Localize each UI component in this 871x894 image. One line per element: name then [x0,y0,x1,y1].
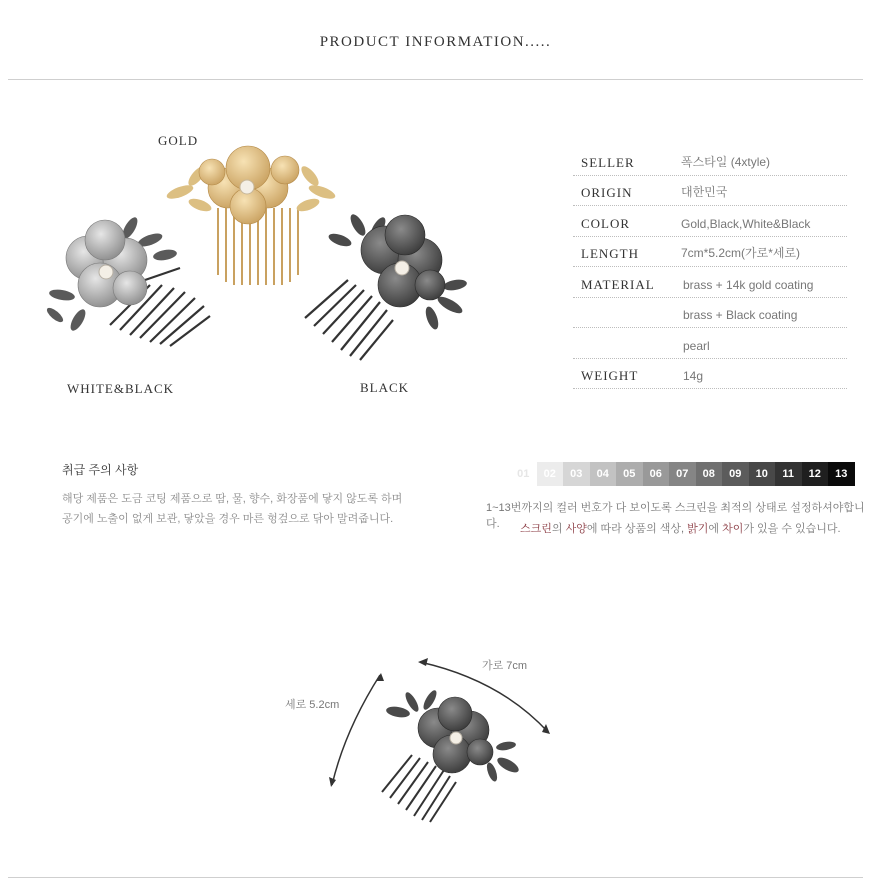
spec-row [573,176,847,207]
spec-table [573,145,847,389]
color-swatch: 02 [537,462,564,486]
note-text: 가 있을 수 있습니다. [743,523,841,535]
note-highlight: 차이 [722,523,744,535]
spec-row [573,359,847,390]
care-text [62,489,402,529]
spec-key: MATERIAL [581,276,655,292]
spec-row [573,298,847,329]
spec-key: COLOR [581,215,631,231]
color-swatch: 01 [510,462,537,486]
care-line: 공기에 노출이 없게 보관, 닿았을 경우 마른 헝겊으로 닦아 말려줍니다. [62,513,394,525]
spec-row [573,145,847,176]
label-black: BLACK [360,380,410,395]
screen-note-warning [520,520,841,536]
color-swatch: 13 [828,462,855,486]
spec-value: brass + Black coating [683,308,798,322]
spec-value: 폭스타일 (4xtyle) [681,154,771,169]
color-swatch: 11 [775,462,802,486]
note-text: 에 [708,523,723,535]
spec-value: 14g [683,369,704,383]
bottom-divider [8,877,863,878]
color-swatch: 09 [722,462,749,486]
color-swatch: 03 [563,462,590,486]
note-highlight: 밝기 [687,523,709,535]
color-swatch: 05 [616,462,643,486]
gold-comb [165,146,337,285]
care-title: 취급 주의 사항 [62,463,139,477]
color-swatch: 10 [749,462,776,486]
screen-note: 1~13번까지의 컬러 번호가 다 보이도록 스크린을 최적의 상태로 설정하셔야합니다. [486,502,865,530]
spec-value: 7cm*5.2cm(가로*세로) [681,246,801,260]
spec-value: 대한민국 [681,185,728,199]
label-white-black: WHITE&BLACK [67,381,175,396]
spec-row [573,267,847,298]
page-title: PRODUCT INFORMATION..... [319,34,552,50]
height-label: 세로 5.2cm [285,699,340,711]
color-swatch: 08 [696,462,723,486]
color-swatch: 04 [590,462,617,486]
spec-value: pearl [683,338,710,353]
spec-row [573,237,847,268]
spec-row [573,206,847,237]
color-swatch: 12 [802,462,829,486]
note-text: 의 [551,523,566,535]
spec-value: Gold,Black,White&Black [681,216,811,231]
spec-row [573,328,847,359]
dimension-comb [382,688,521,822]
care-line: 해당 제품은 도금 코팅 제품으로 땀, 물, 향수, 화장품에 닿지 않도록 하며 [62,493,403,505]
width-label: 가로 7cm [482,660,528,672]
white-black-comb [45,215,210,346]
spec-key: ORIGIN [581,185,633,200]
color-swatch-bar [510,462,855,486]
label-gold: GOLD [158,133,199,148]
dimension-diagram [320,650,580,850]
spec-value: brass + 14k gold coating [683,277,814,292]
note-highlight: 스크린 [520,523,552,535]
spec-key: LENGTH [581,246,639,261]
color-swatch: 07 [669,462,696,486]
spec-key: SELLER [581,154,635,170]
color-swatch: 06 [643,462,670,486]
note-text: 에 따라 상품의 색상, [586,523,688,535]
black-comb [305,212,468,360]
note-highlight: 사양 [565,523,587,535]
spec-key: WEIGHT [581,368,639,383]
